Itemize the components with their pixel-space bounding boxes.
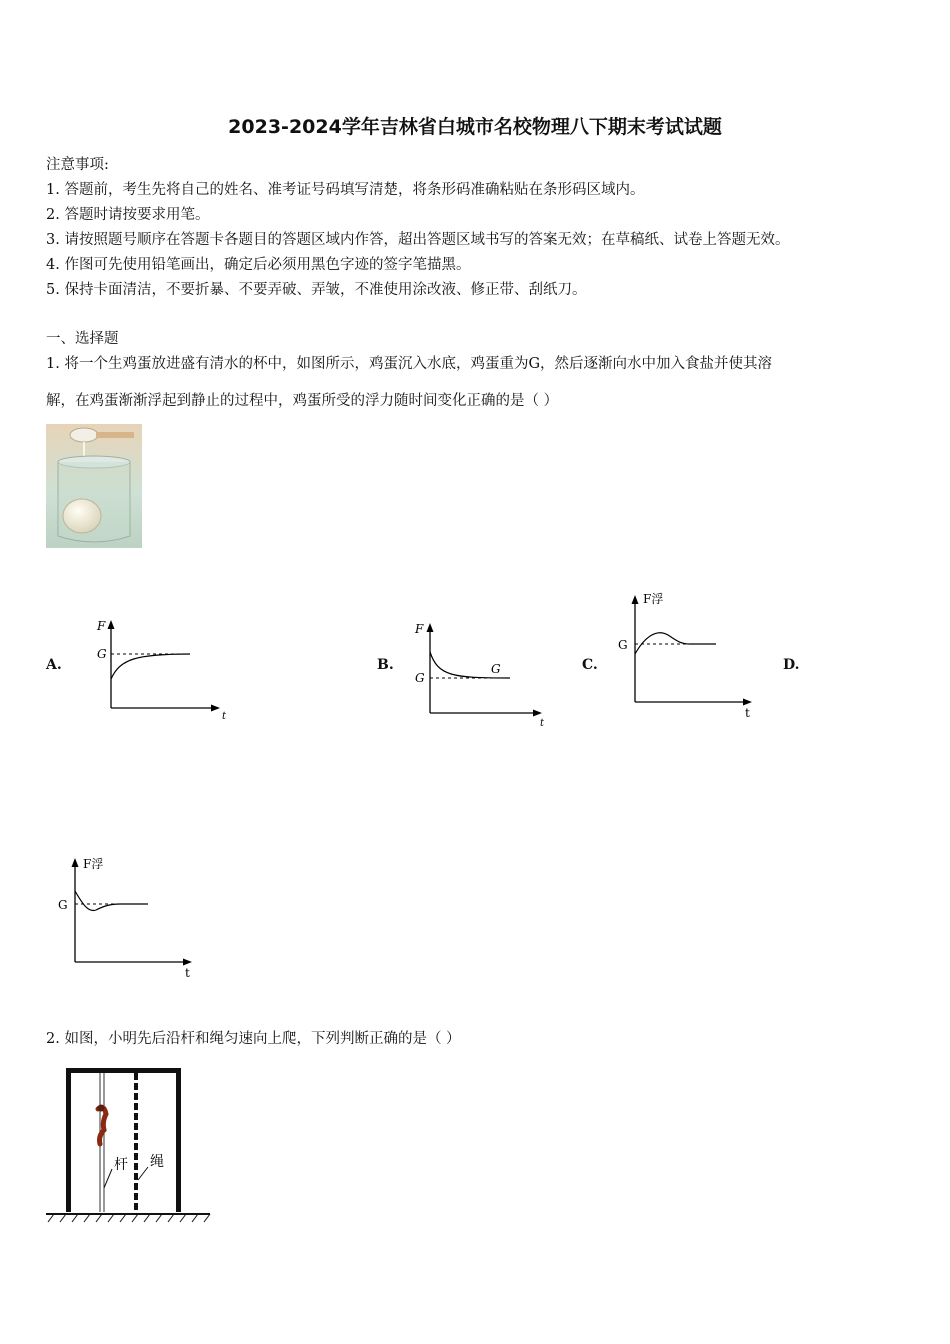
graph-option-c xyxy=(614,590,764,720)
pole-label: 杆 xyxy=(114,1157,128,1173)
axis-label-t: t xyxy=(540,718,545,729)
axis-label-f-float: F浮 xyxy=(643,592,664,606)
axis-label-g: G xyxy=(618,638,628,652)
option-a-label: A. xyxy=(46,657,62,673)
notice-item: 1. 答题前，考生先将自己的姓名、准考证号码填写清楚，将条形码准确粘贴在条形码区域内。 xyxy=(46,182,645,198)
axis-label-g: G xyxy=(415,671,425,685)
option-b-label: B. xyxy=(377,657,394,673)
axis-label-t: t xyxy=(185,966,190,980)
axis-label-f: F xyxy=(97,619,106,633)
option-c-label: C. xyxy=(582,657,598,673)
graph-option-d xyxy=(54,853,204,983)
notice-item: 4. 作图可先使用铅笔画出，确定后必须用黑色字迹的签字笔描黑。 xyxy=(46,257,471,273)
graph-option-a xyxy=(88,615,238,725)
question-1-text-continued: 解，在鸡蛋渐渐浮起到静止的过程中，鸡蛋所受的浮力随时间变化正确的是（ ） xyxy=(46,393,559,409)
notice-item: 3. 请按照题号顺序在答题卡各题目的答题区域内作答，超出答题区域书写的答案无效；在草稿纸、试卷上答题无效。 xyxy=(46,232,790,248)
notice-item: 5. 保持卡面清洁，不要折暴、不要弄破、弄皱，不准使用涂改液、修正带、刮纸刀。 xyxy=(46,282,587,298)
option-d-label: D. xyxy=(783,657,800,673)
question-2-text: 2. 如图，小明先后沿杆和绳匀速向上爬，下列判断正确的是（ ） xyxy=(46,1031,461,1047)
rope-label: 绳 xyxy=(150,1154,164,1170)
axis-label-t: t xyxy=(745,706,750,720)
axis-label-g: G xyxy=(97,647,107,661)
axis-label-f-float: F浮 xyxy=(83,857,104,871)
axis-label-g: G xyxy=(58,898,68,912)
graph-option-b xyxy=(408,618,558,730)
egg-in-glass-figure xyxy=(46,424,142,548)
notice-item: 2. 答题时请按要求用笔。 xyxy=(46,207,210,223)
question-1-text: 1. 将一个生鸡蛋放进盛有清水的杯中，如图所示，鸡蛋沉入水底，鸡蛋重为G，然后逐渐向水中加入食盐并使其溶 xyxy=(46,356,773,372)
section-heading: 一、选择题 xyxy=(46,331,119,347)
pole-and-rope-figure xyxy=(44,1064,214,1224)
notice-heading: 注意事项: xyxy=(46,157,109,173)
axis-label-t: t xyxy=(222,711,227,722)
axis-label-f: F xyxy=(415,622,424,636)
page-title: 2023-2024学年吉林省白城市名校物理八下期末考试试题 xyxy=(228,116,722,138)
curve-label-g: G xyxy=(491,662,501,676)
